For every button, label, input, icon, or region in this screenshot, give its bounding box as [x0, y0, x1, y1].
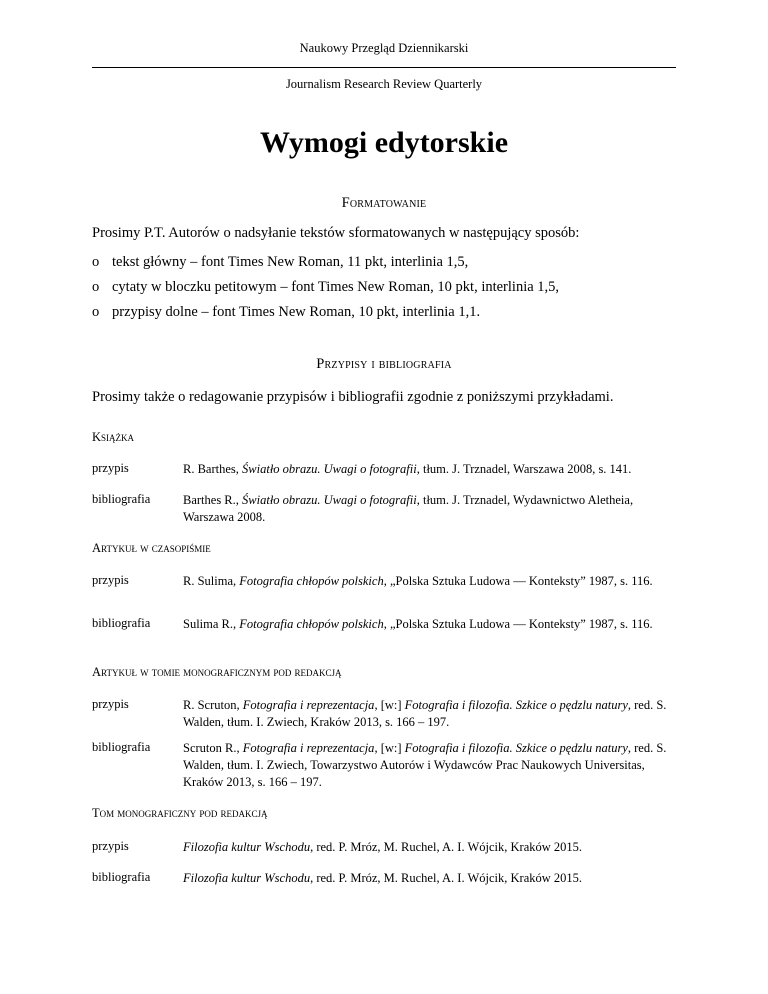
book-note-entry: R. Barthes, Światło obrazu. Uwagi o fotografii, tłum. J. Trznadel, Warszawa 2008, s. 141. [183, 462, 632, 476]
list-item-text: cytaty w bloczku petitowym – font Times New Roman, 10 pkt, interlinia 1,5, [112, 279, 560, 295]
section-heading-formatting: Formatowanie [341, 195, 427, 211]
subheading-book: Książka [92, 430, 135, 444]
list-item-text: tekst główny – font Times New Roman, 11 pkt, interlinia 1,5, [112, 254, 469, 270]
list-item [92, 279, 559, 296]
list-item [92, 304, 480, 321]
notes-intro: Prosimy także o redagowanie przypisów i bibliografii zgodnie z poniższymi przykładami. [92, 389, 614, 405]
label-bibliography: bibliografia [92, 492, 151, 506]
label-note: przypis [92, 461, 129, 475]
article-bibliography-entry: Sulima R., Fotografia chłopów polskich, „Polska Sztuka Ludowa — Konteksty” 1987, s. 116. [183, 617, 653, 631]
header-divider [92, 67, 676, 68]
label-note: przypis [92, 697, 129, 711]
label-bibliography: bibliografia [92, 616, 151, 630]
formatting-intro: Prosimy P.T. Autorów o nadsyłanie tekstów sformatowanych w następujący sposób: [92, 225, 580, 241]
label-note: przypis [92, 839, 129, 853]
list-item-text: przypisy dolne – font Times New Roman, 10 pkt, interlinia 1,1. [112, 304, 481, 320]
document-title: Wymogi edytorskie [259, 126, 509, 159]
section-heading-notes: Przypisy i bibliografia [316, 356, 452, 372]
label-bibliography: bibliografia [92, 870, 151, 884]
journal-title-pl: Naukowy Przegląd Dziennikarski [299, 41, 469, 55]
article-note-entry: R. Sulima, Fotografia chłopów polskich, „Polska Sztuka Ludowa — Konteksty” 1987, s. 116. [183, 574, 653, 588]
chapter-note-entry: R. Scruton, Fotografia i reprezentacja, [w:] Fotografia i filozofia. Szkice o pędzlu natury, red. S. Walden, tłum. I. Zwiech, Kraków 2013, s. 166 – 197. [183, 698, 667, 729]
subheading-article: Artykuł w czasopiśmie [92, 541, 211, 555]
list-item [92, 254, 468, 271]
subheading-chapter: Artykuł w tomie monograficznym pod redakcją [92, 665, 342, 679]
chapter-bibliography-entry: Scruton R., Fotografia i reprezentacja, [w:] Fotografia i filozofia. Szkice o pędzlu natury, red. S. Walden, tłum. I. Zwiech, Towarzystwo Autorów i Wydawców Prac Naukowych Universitas, Kraków 2013, s. 166 – 197. [183, 741, 667, 789]
label-note: przypis [92, 573, 129, 587]
label-bibliography: bibliografia [92, 740, 151, 754]
subheading-volume: Tom monograficzny pod redakcją [92, 806, 268, 820]
bullet-marker: o [92, 304, 100, 320]
volume-note-entry: Filozofia kultur Wschodu, red. P. Mróz, M. Ruchel, A. I. Wójcik, Kraków 2015. [183, 840, 583, 854]
bullet-marker: o [92, 279, 100, 295]
bullet-marker: o [92, 254, 100, 270]
volume-bibliography-entry: Filozofia kultur Wschodu, red. P. Mróz, M. Ruchel, A. I. Wójcik, Kraków 2015. [183, 871, 583, 885]
journal-title-en: Journalism Research Review Quarterly [285, 77, 483, 91]
book-bibliography-entry: Barthes R., Światło obrazu. Uwagi o fotografii, tłum. J. Trznadel, Wydawnictwo Aletheia, Warszawa 2008. [183, 493, 634, 524]
